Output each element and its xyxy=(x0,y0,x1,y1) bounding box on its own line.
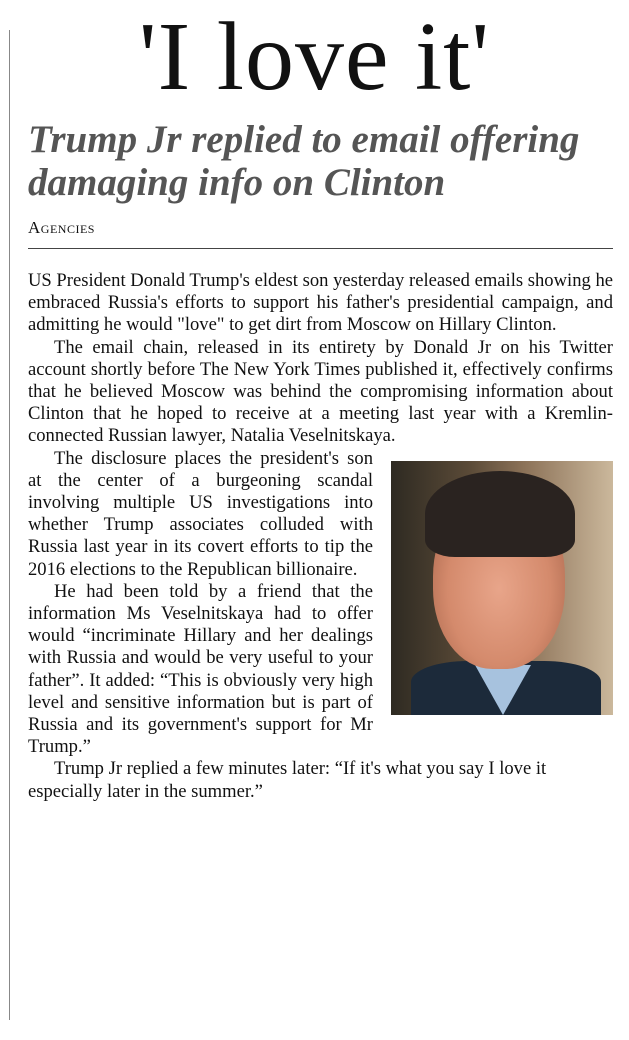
divider xyxy=(28,248,613,249)
photo-hair xyxy=(425,471,575,557)
article-body xyxy=(28,270,613,803)
deck-subheadline: Trump Jr replied to email offering damaging info on Clinton xyxy=(28,118,580,204)
paragraph-2: The email chain, released in its entirety by Donald Jr on his Twitter account shortly before The New York Times published it, effectively confirms that he believed Moscow was behind the compromising information about Clinton that he hoped to receive at a meeting last year with a Kremlin-connected Russian lawyer, Natalia Veselnitskaya. xyxy=(28,336,613,447)
paragraph-3: The disclosure places the president's son at the center of a burgeoning scandal involving multiple US investigations into whether Trump associates colluded with Russia last year in its covert efforts to tip the 2016 elections to the Republican billionaire. xyxy=(28,447,373,580)
paragraph-5: Trump Jr replied a few minutes later: “If it's what you say I love it especially later in the summer.” xyxy=(28,758,547,802)
byline: Agencies xyxy=(28,218,95,237)
headline: 'I love it' xyxy=(138,3,491,111)
column-rule xyxy=(9,30,10,1020)
paragraph-1: US President Donald Trump's eldest son yesterday released emails showing he embraced Russia's efforts to support his father's presidential campaign, and admitting he would "love" to get dirt from Moscow on Hillary Clinton. xyxy=(28,270,613,336)
article-photo xyxy=(391,461,613,715)
paragraph-4: He had been told by a friend that the information Ms Veselnitskaya had to offer would “incriminate Hillary and her dealings with Russia and would be very useful to your father”. It added: “This is obviously very high level and sensitive information but is part of Russia and its government's support for Mr Trump.” xyxy=(28,580,373,758)
